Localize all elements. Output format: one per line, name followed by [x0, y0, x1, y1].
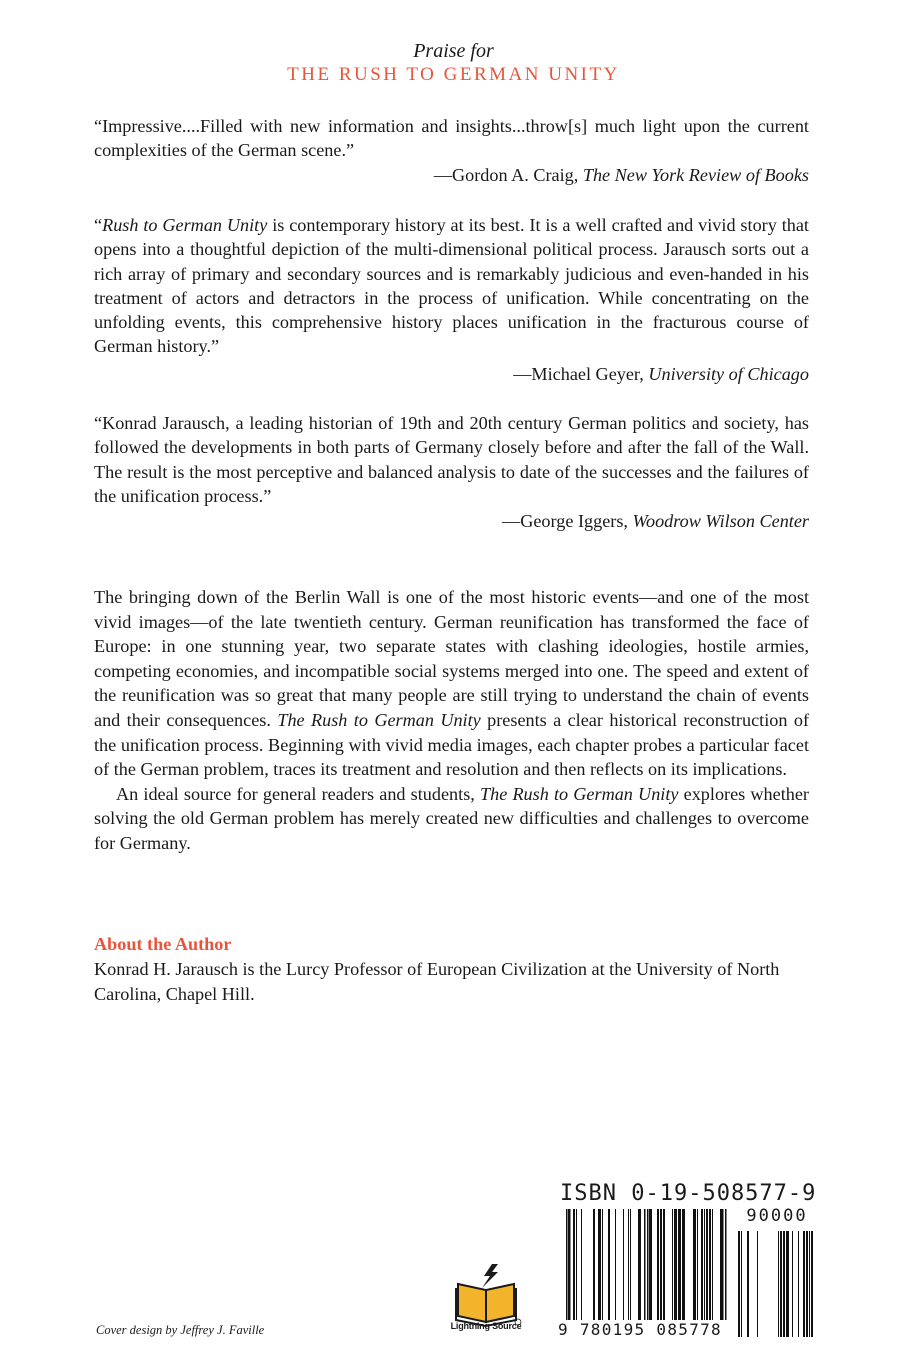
barcode-bar	[803, 1231, 805, 1337]
barcode-bar	[638, 1209, 641, 1321]
description-paragraph-1	[94, 585, 809, 782]
barcode-bar	[598, 1209, 601, 1321]
barcode-bar	[693, 1209, 696, 1321]
printer-logo-text: Lightning Source	[450, 1321, 522, 1331]
barcode-bar	[649, 1209, 652, 1321]
barcode-bar	[780, 1231, 782, 1337]
barcode-bar	[573, 1209, 575, 1321]
barcode-bar	[712, 1209, 713, 1321]
barcode-bar	[628, 1209, 629, 1321]
quote-text: “Impressive....Filled with new information and insights...throw[s] much light upon the current complexities of the German scene.”	[94, 116, 809, 161]
isbn-label: ISBN 0-19-508577-9	[560, 1181, 817, 1206]
barcode-bar	[576, 1209, 577, 1321]
barcode-bar	[593, 1209, 595, 1321]
barcode-bar	[630, 1209, 631, 1321]
barcode-bar	[602, 1209, 603, 1321]
description-paragraph-2	[94, 782, 809, 856]
quote-book-title: Rush to German Unity	[102, 215, 268, 235]
barcode-guard-bar	[566, 1209, 568, 1333]
about-author-text: Konrad H. Jarausch is the Lurcy Professor of European Civilization at the University of North Carolina, Chapel Hill.	[94, 959, 780, 1004]
quote-open: “	[94, 215, 103, 235]
barcode-bar	[672, 1209, 673, 1321]
review-quote-3	[94, 411, 809, 508]
attribution-name: —Michael Geyer,	[513, 364, 644, 384]
attribution-source: The New York Review of Books	[582, 165, 809, 185]
description-book-title: The Rush to German Unity	[277, 709, 481, 730]
barcode-bar	[738, 1231, 740, 1337]
attribution-name: —George Iggers,	[502, 511, 628, 531]
barcode-bar	[792, 1231, 793, 1337]
description-book-title: The Rush to German Unity	[480, 783, 679, 804]
barcode-bar	[704, 1209, 705, 1321]
review-quote-2	[94, 213, 809, 359]
barcode-guard-bar	[569, 1209, 571, 1333]
barcode-bar	[741, 1231, 742, 1337]
barcode-guard-bar	[644, 1209, 646, 1333]
attribution-name: —Gordon A. Craig,	[433, 165, 579, 185]
barcode-bar	[706, 1209, 708, 1321]
description-text: The bringing down of the Berlin Wall is one of the most historic events—and one of the most vivid images—of the late twentieth century. German reunification has transformed the face of Europe: in one stunning year, two separate states with clashing ideologies, hostile armies, competing economies, and incompatible social systems merged into one. The speed and extent of the reunification was so great that many people are still trying to understand the chain of events and their consequences.	[94, 587, 809, 730]
description-text: An ideal source for general readers and students,	[116, 783, 480, 804]
barcode-bar	[623, 1209, 624, 1321]
barcode-bar	[678, 1209, 681, 1321]
book-title-heading: THE RUSH TO GERMAN UNITY	[287, 64, 620, 85]
barcode-addon-digits: 90000	[742, 1206, 812, 1226]
description-text: explores whether solving the old German problem has merely created new difficulties and challenges to overcome for Germany.	[94, 783, 809, 853]
description-text: presents a clear historical reconstruction of the unification process. Beginning with vivid media images, each chapter probes a particular facet of the German problem, traces its treatment and resolution and then reflects on its implications.	[94, 709, 810, 780]
review-attribution-1	[434, 163, 809, 187]
barcode-bar	[809, 1231, 810, 1337]
barcode-bar	[786, 1231, 789, 1337]
barcode-bar	[783, 1231, 785, 1337]
barcode-bar	[657, 1209, 659, 1321]
barcode-bar	[798, 1231, 799, 1337]
barcode-bar	[778, 1231, 779, 1337]
barcode-bar	[747, 1231, 749, 1337]
barcode-bar	[581, 1209, 582, 1321]
quote-text: is contemporary history at its best. It is a well crafted and vivid story that opens into a thoughtful depiction of the multi-dimensional political process. Jarausch sorts out a rich array of primary and secondary sources and is remarkably judicious and even-handed in his treatment of actors and detractors in the process of unification. While concentrating on the unfolding events, this comprehensive history places unification in the fracturous course of German history.”	[94, 215, 809, 357]
about-author-heading: About the Author	[94, 934, 232, 954]
cover-design-credit: Cover design by Jeffrey J. Faville	[96, 1323, 265, 1337]
barcode-main-digits: 9 780195 085778	[558, 1320, 728, 1340]
book-description	[94, 585, 809, 856]
barcode-guard-bar	[722, 1209, 724, 1333]
attribution-source: Woodrow Wilson Center	[632, 511, 809, 531]
barcode-bar	[709, 1209, 711, 1321]
barcode-bar	[682, 1209, 685, 1321]
barcode-bar	[701, 1209, 703, 1321]
barcode-guard-bar	[725, 1209, 727, 1333]
barcode-bar	[674, 1209, 677, 1321]
barcode-bar	[811, 1231, 813, 1337]
barcode-guard-bar	[647, 1209, 649, 1333]
barcode-bar	[663, 1209, 665, 1321]
lightning-source-logo-icon	[448, 1262, 526, 1328]
praise-for-heading: Praise for	[413, 40, 494, 62]
review-quote-1	[94, 114, 809, 163]
barcode-bar	[615, 1209, 616, 1321]
barcode-bar	[608, 1209, 610, 1321]
attribution-source: University of Chicago	[648, 364, 809, 384]
barcode-bar	[697, 1209, 698, 1321]
barcode-bar	[806, 1231, 808, 1337]
barcode-bar	[757, 1231, 758, 1337]
review-attribution-2	[513, 362, 809, 386]
review-attribution-3	[502, 509, 809, 533]
quote-text: “Konrad Jarausch, a leading historian of 19th and 20th century German politics and society, has followed the developments in both parts of Germany closely before and after the fall of the Wall. The result is the most perceptive and balanced analysis to date of the successes and the failures of the unification process.”	[94, 413, 809, 506]
barcode-bar	[660, 1209, 662, 1321]
